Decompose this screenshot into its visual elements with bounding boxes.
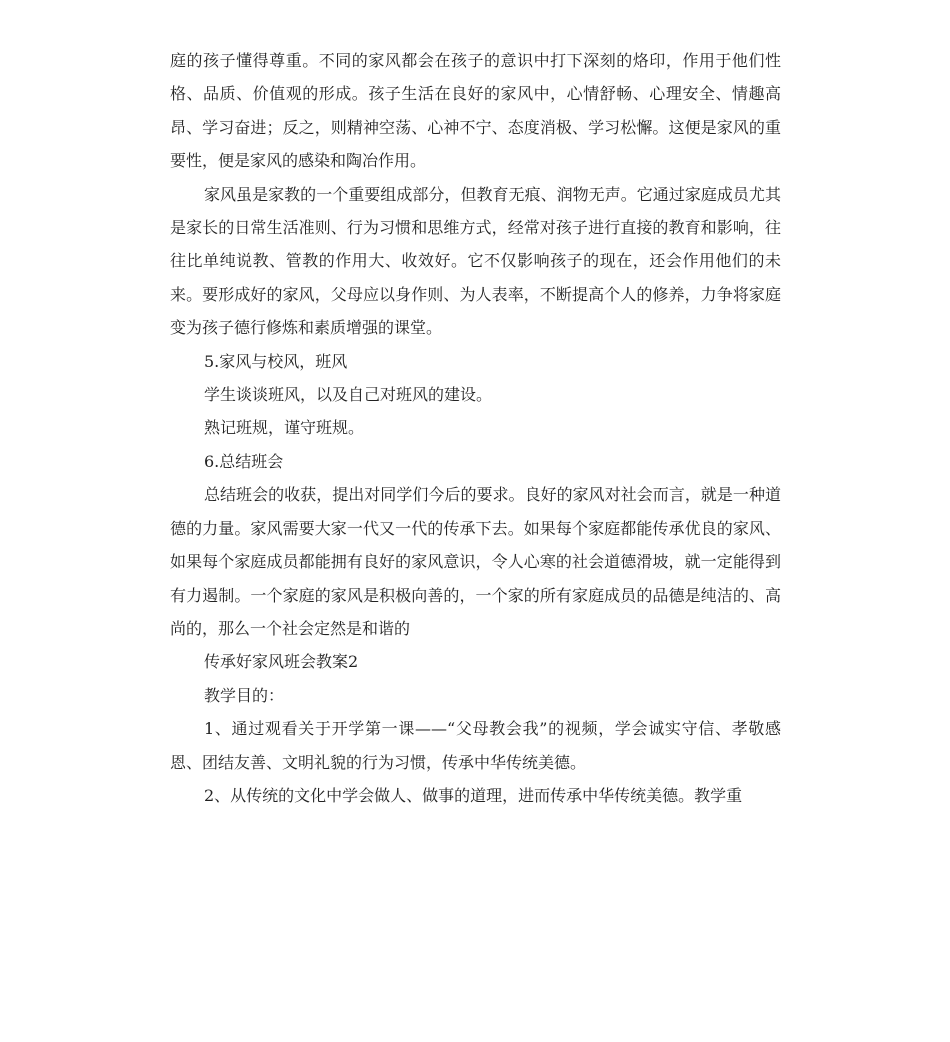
teaching-objectives-label: 教学目的：: [204, 685, 285, 705]
section-heading-5: 5.家风与校风，班风: [204, 351, 348, 371]
paragraph-class-rules: 熟记班规，谨守班规。: [204, 418, 365, 438]
objective-item-2: 2、从传统的文化中学会做人、做事的道理，进而传承中华传统美德。教学重: [204, 785, 743, 805]
paragraph-family-education: 家风虽是家教的一个重要组成部分，但教育无痕、润物无声。它通过家庭成员尤其是家长的日常生活准则、行为习惯和思维方式，经常对孩子进行直接的教育和影响，往往比单纯说教、管教的作用大、收效好。它不仅影响孩子的现在，还会作用他们的未来。要形成好的家风，父母应以身作则、为人表率，不断提高个人的修养，力争将家庭变为孩子德行修炼和素质增强的课堂。: [170, 184, 781, 338]
lesson-plan-title-2: 传承好家风班会教案2: [204, 652, 359, 672]
document-page: [170, 44, 781, 812]
paragraph-class-spirit: 学生谈谈班风，以及自己对班风的建设。: [204, 385, 493, 405]
paragraph-summary: 总结班会的收获，提出对同学们今后的要求。良好的家风对社会而言，就是一种道德的力量。家风需要大家一代又一代的传承下去。如果每个家庭都能传承优良的家风、如果每个家庭成员都能拥有良好的家风意识，令人心寒的社会道德滑坡，就一定能得到有力遏制。一个家庭的家风是积极向善的，一个家的所有家庭成员的品德是纯洁的、高尚的，那么一个社会定然是和谐的: [170, 485, 781, 638]
objective-item-1: 1、通过观看关于开学第一课——“父母教会我”的视频，学会诚实守信、孝敬感恩、团结友善、文明礼貌的行为习惯，传承中华传统美德。: [170, 719, 781, 772]
section-heading-6: 6.总结班会: [204, 451, 284, 471]
paragraph-family-values-impact: 庭的孩子懂得尊重。不同的家风都会在孩子的意识中打下深刻的烙印，作用于他们性格、品质、价值观的形成。孩子生活在良好的家风中，心情舒畅、心理安全、情趣高昂、学习奋进；反之，则精神空荡、心神不宁、态度消极、学习松懈。这便是家风的重要性，便是家风的感染和陶冶作用。: [170, 51, 781, 171]
